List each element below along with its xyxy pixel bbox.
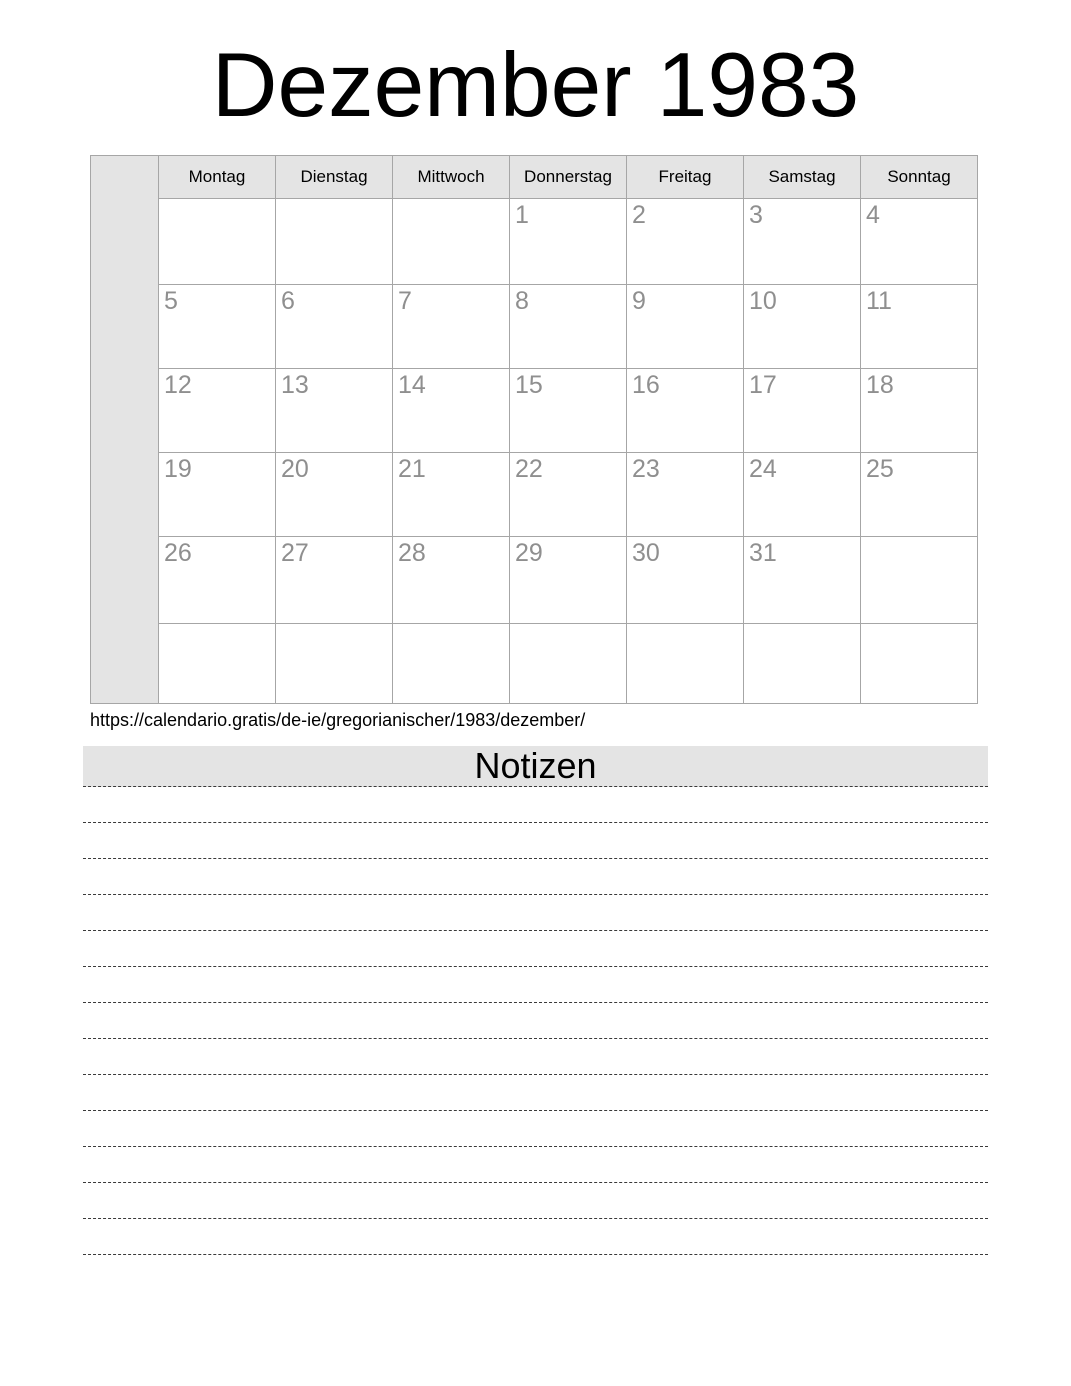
notes-line	[83, 1075, 988, 1111]
day-cell: 2	[626, 198, 743, 284]
day-cell: 17	[743, 368, 860, 452]
day-cell: 25	[860, 452, 977, 536]
day-cell: 4	[860, 198, 977, 284]
day-cell	[743, 623, 860, 703]
day-cell: 20	[275, 452, 392, 536]
day-cell	[158, 198, 275, 284]
day-cell	[275, 623, 392, 703]
notes-line	[83, 1111, 988, 1147]
notes-line	[83, 859, 988, 895]
page-title: Dezember 1983	[211, 35, 860, 136]
day-cell: 22	[509, 452, 626, 536]
weekday-header-samstag: Samstag	[743, 155, 860, 198]
day-cell	[392, 198, 509, 284]
notes-line	[83, 1003, 988, 1039]
day-cell: 11	[860, 284, 977, 368]
day-cell: 1	[509, 198, 626, 284]
day-cell	[275, 198, 392, 284]
day-cell: 13	[275, 368, 392, 452]
weekday-header-sonntag: Sonntag	[860, 155, 977, 198]
day-cell: 26	[158, 536, 275, 623]
notes-line	[83, 931, 988, 967]
day-cell: 29	[509, 536, 626, 623]
day-cell: 31	[743, 536, 860, 623]
notes-line	[83, 967, 988, 1003]
day-cell	[626, 623, 743, 703]
day-cell	[392, 623, 509, 703]
day-cell: 28	[392, 536, 509, 623]
day-cell: 7	[392, 284, 509, 368]
day-cell: 8	[509, 284, 626, 368]
day-cell: 16	[626, 368, 743, 452]
day-cell: 24	[743, 452, 860, 536]
source-url: https://calendario.gratis/de-ie/gregorianischer/1983/dezember/	[90, 710, 586, 730]
notes-line	[83, 1147, 988, 1183]
weekday-header-mittwoch: Mittwoch	[392, 155, 509, 198]
notes-line	[83, 823, 988, 859]
day-cell: 6	[275, 284, 392, 368]
day-cell	[509, 623, 626, 703]
day-cell: 14	[392, 368, 509, 452]
day-cell: 15	[509, 368, 626, 452]
notes-line	[83, 787, 988, 823]
day-cell	[860, 623, 977, 703]
calendar-table	[90, 155, 978, 704]
notes-header: Notizen	[83, 746, 988, 787]
notes-line	[83, 895, 988, 931]
day-cell: 23	[626, 452, 743, 536]
day-cell: 9	[626, 284, 743, 368]
day-cell: 5	[158, 284, 275, 368]
calendar-side-strip	[90, 155, 158, 703]
day-cell: 10	[743, 284, 860, 368]
weekday-header-freitag: Freitag	[626, 155, 743, 198]
day-cell	[158, 623, 275, 703]
day-cell: 3	[743, 198, 860, 284]
day-cell: 18	[860, 368, 977, 452]
notes-line	[83, 1039, 988, 1075]
day-cell: 30	[626, 536, 743, 623]
weekday-header-montag: Montag	[158, 155, 275, 198]
weekday-header-donnerstag: Donnerstag	[509, 155, 626, 198]
day-cell: 19	[158, 452, 275, 536]
day-cell: 21	[392, 452, 509, 536]
notes-lines	[83, 787, 988, 1255]
day-cell	[860, 536, 977, 623]
day-cell: 12	[158, 368, 275, 452]
weekday-header-dienstag: Dienstag	[275, 155, 392, 198]
notes-line	[83, 1219, 988, 1255]
notes-line	[83, 1183, 988, 1219]
day-cell: 27	[275, 536, 392, 623]
